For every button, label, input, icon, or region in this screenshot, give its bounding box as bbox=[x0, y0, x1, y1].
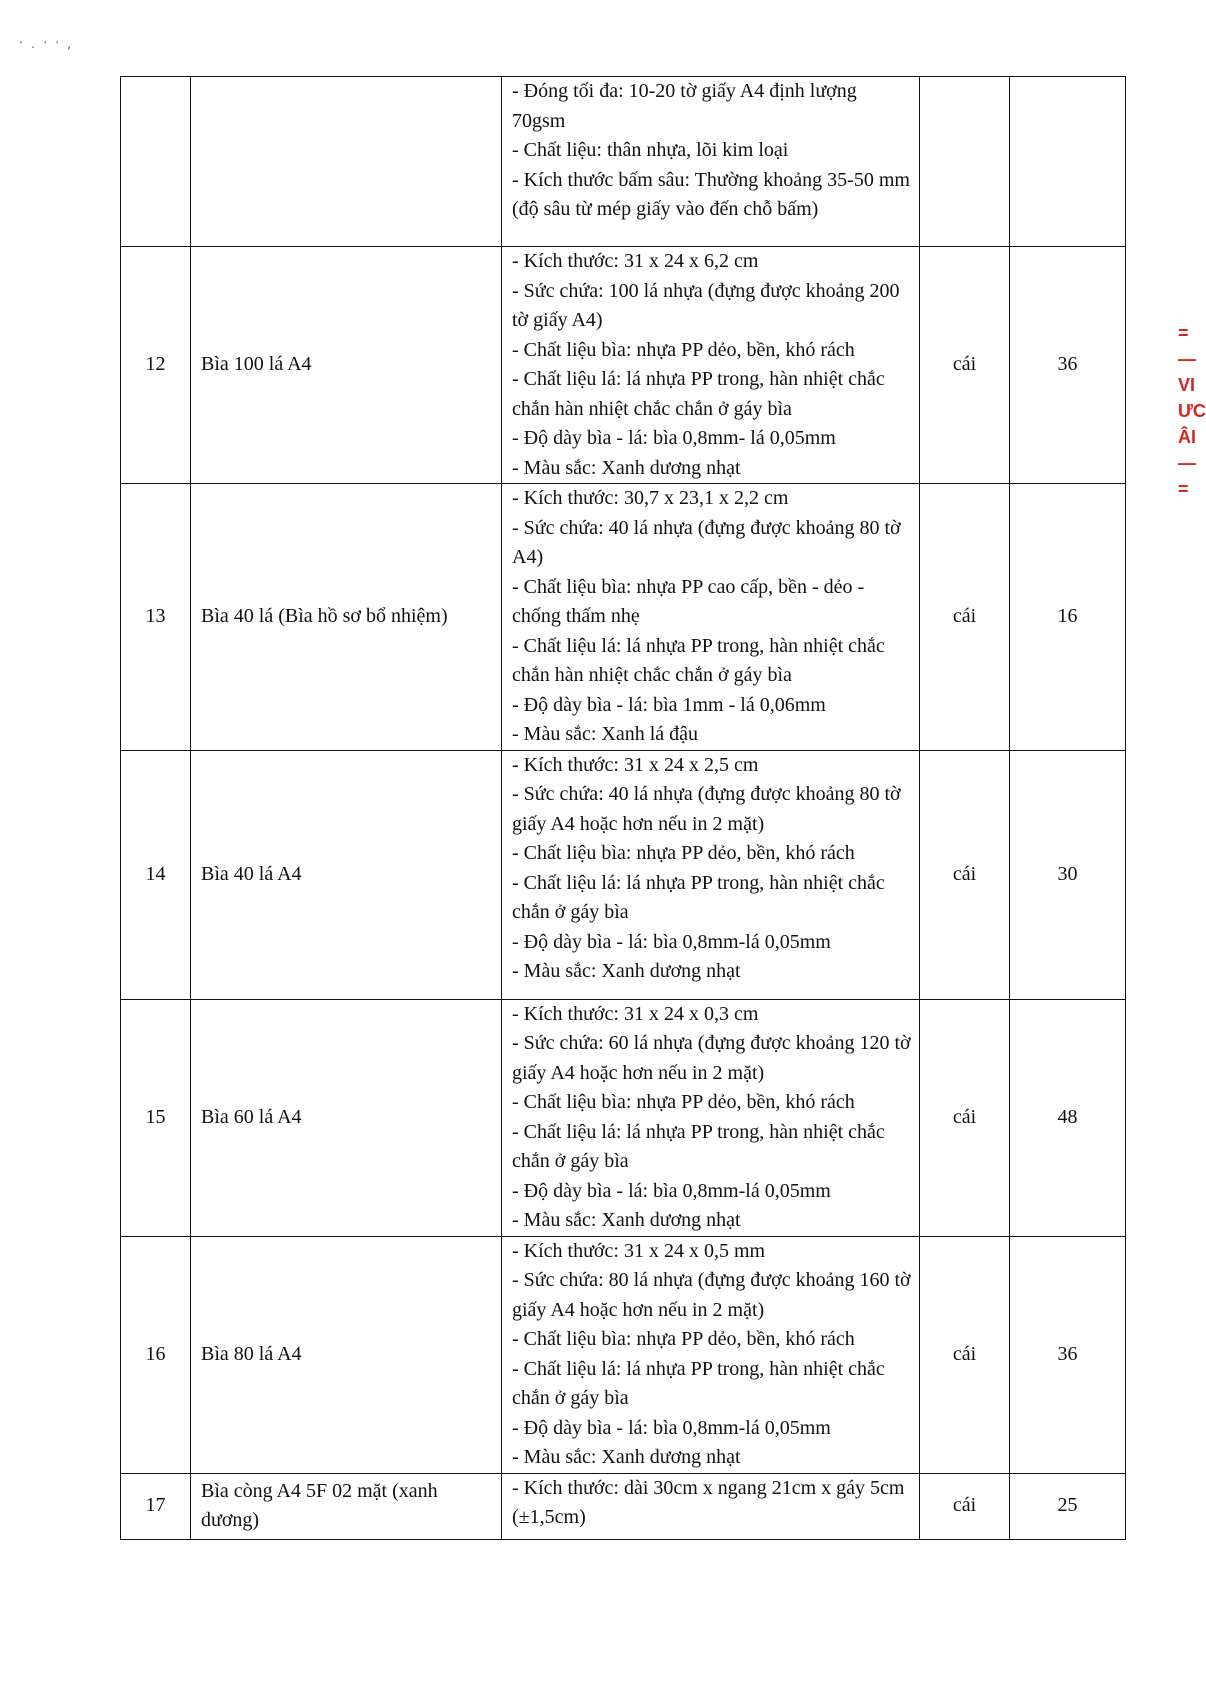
item-number: 15 bbox=[121, 999, 191, 1236]
spec-line: - Chất liệu bìa: nhựa PP dẻo, bền, khó rách bbox=[512, 1328, 855, 1350]
item-quantity bbox=[1010, 77, 1126, 247]
item-name: Bìa 80 lá A4 bbox=[191, 1236, 502, 1473]
item-unit: cái bbox=[920, 1236, 1010, 1473]
item-number: 17 bbox=[121, 1473, 191, 1539]
spec-line: - Kích thước: 31 x 24 x 0,5 mm bbox=[512, 1239, 766, 1262]
item-quantity: 36 bbox=[1010, 1236, 1126, 1473]
spec-line: - Chất liệu lá: lá nhựa PP trong, hàn nhiệt chắc chắn ở gáy bìa bbox=[512, 1357, 885, 1409]
item-unit: cái bbox=[920, 750, 1010, 999]
item-specification bbox=[502, 1473, 920, 1539]
item-specification bbox=[502, 750, 920, 999]
item-name bbox=[191, 77, 502, 247]
table-row bbox=[121, 1473, 1126, 1539]
item-number: 13 bbox=[121, 484, 191, 751]
spec-line: - Chất liệu bìa: nhựa PP cao cấp, bền - dẻo - chống thấm nhẹ bbox=[512, 575, 865, 627]
table-row bbox=[121, 750, 1126, 999]
stamp-text: VI bbox=[1178, 375, 1196, 395]
item-name: Bìa 40 lá (Bìa hồ sơ bổ nhiệm) bbox=[191, 484, 502, 751]
spec-line: - Màu sắc: Xanh dương nhạt bbox=[512, 1446, 741, 1468]
stamp-text: = bbox=[1178, 323, 1189, 343]
stamp-text: — bbox=[1178, 349, 1196, 369]
spec-line: - Kích thước: 31 x 24 x 2,5 cm bbox=[512, 753, 759, 776]
table-row bbox=[121, 999, 1126, 1236]
stamp-text: ÂI bbox=[1178, 427, 1196, 447]
table-body bbox=[121, 77, 1126, 1540]
spec-line: - Chất liệu lá: lá nhựa PP trong, hàn nhiệt chắc chắn hàn nhiệt chắc chắn ở gáy bìa bbox=[512, 368, 885, 420]
spec-line: - Màu sắc: Xanh dương nhạt bbox=[512, 960, 741, 982]
item-unit: cái bbox=[920, 484, 1010, 751]
stamp-text: ƯC bbox=[1178, 401, 1206, 421]
item-quantity: 16 bbox=[1010, 484, 1126, 751]
item-unit bbox=[920, 77, 1010, 247]
item-name: Bìa 100 lá A4 bbox=[191, 247, 502, 484]
scan-marks: ' . ' ' , bbox=[18, 40, 73, 51]
stamp-text: — bbox=[1178, 453, 1196, 473]
spec-line: - Sức chứa: 40 lá nhựa (đựng được khoảng 80 tờ A4) bbox=[512, 516, 901, 568]
spec-line: - Chất liệu bìa: nhựa PP dẻo, bền, khó rách bbox=[512, 842, 855, 864]
item-quantity: 48 bbox=[1010, 999, 1126, 1236]
spec-line: - Màu sắc: Xanh dương nhạt bbox=[512, 1209, 741, 1231]
table-row bbox=[121, 77, 1126, 247]
spec-line: - Độ dày bìa - lá: bìa 0,8mm-lá 0,05mm bbox=[512, 930, 831, 953]
spec-line: - Sức chứa: 100 lá nhựa (đựng được khoảng 200 tờ giấy A4) bbox=[512, 279, 900, 331]
item-unit: cái bbox=[920, 247, 1010, 484]
item-name: Bìa 60 lá A4 bbox=[191, 999, 502, 1236]
spec-line: - Độ dày bìa - lá: bìa 1mm - lá 0,06mm bbox=[512, 693, 826, 716]
spec-line: - Sức chứa: 60 lá nhựa (đựng được khoảng 120 tờ giấy A4 hoặc hơn nếu in 2 mặt) bbox=[512, 1032, 911, 1084]
spec-line: - Chất liệu lá: lá nhựa PP trong, hàn nhiệt chắc chắn ở gáy bìa bbox=[512, 1120, 885, 1172]
item-number: 16 bbox=[121, 1236, 191, 1473]
item-specification bbox=[502, 999, 920, 1236]
spec-line: - Màu sắc: Xanh dương nhạt bbox=[512, 456, 741, 479]
item-number: 12 bbox=[121, 247, 191, 484]
red-stamp-fragment bbox=[1178, 320, 1206, 530]
item-specification bbox=[502, 77, 920, 247]
item-number: 14 bbox=[121, 750, 191, 999]
spec-line: - Sức chứa: 80 lá nhựa (đựng được khoảng 160 tờ giấy A4 hoặc hơn nếu in 2 mặt) bbox=[512, 1269, 911, 1321]
spec-line: - Chất liệu bìa: nhựa PP dẻo, bền, khó rách bbox=[512, 338, 855, 361]
item-quantity: 25 bbox=[1010, 1473, 1126, 1539]
spec-line: - Kích thước: 30,7 x 23,1 x 2,2 cm bbox=[512, 487, 789, 509]
table-row bbox=[121, 247, 1126, 484]
item-name: Bìa 40 lá A4 bbox=[191, 750, 502, 999]
item-specification bbox=[502, 484, 920, 751]
item-specification bbox=[502, 247, 920, 484]
spec-line: - Đóng tối đa: 10-20 tờ giấy A4 định lượng 70gsm bbox=[512, 80, 857, 132]
spec-line: - Chất liệu bìa: nhựa PP dẻo, bền, khó rách bbox=[512, 1091, 855, 1113]
spec-line: - Chất liệu: thân nhựa, lõi kim loại bbox=[512, 139, 789, 161]
spec-line: - Độ dày bìa - lá: bìa 0,8mm-lá 0,05mm bbox=[512, 1416, 831, 1439]
item-unit: cái bbox=[920, 999, 1010, 1236]
spec-table bbox=[120, 76, 1126, 1540]
item-number bbox=[121, 77, 191, 247]
item-name: Bìa còng A4 5F 02 mặt (xanh dương) bbox=[191, 1473, 502, 1539]
table-row bbox=[121, 1236, 1126, 1473]
item-specification bbox=[502, 1236, 920, 1473]
table-row bbox=[121, 484, 1126, 751]
spec-line: - Kích thước: 31 x 24 x 6,2 cm bbox=[512, 250, 759, 272]
spec-line: - Chất liệu lá: lá nhựa PP trong, hàn nhiệt chắc chắn hàn nhiệt chắc chắn ở gáy bìa bbox=[512, 634, 885, 686]
stamp-text: = bbox=[1178, 479, 1189, 499]
item-unit: cái bbox=[920, 1473, 1010, 1539]
spec-line: - Kích thước: dài 30cm x ngang 21cm x gáy 5cm (±1,5cm) bbox=[512, 1476, 905, 1528]
item-quantity: 30 bbox=[1010, 750, 1126, 999]
spec-line: - Độ dày bìa - lá: bìa 0,8mm- lá 0,05mm bbox=[512, 427, 836, 449]
spec-line: - Chất liệu lá: lá nhựa PP trong, hàn nhiệt chắc chắn ở gáy bìa bbox=[512, 871, 885, 923]
spec-line: - Sức chứa: 40 lá nhựa (đựng được khoảng 80 tờ giấy A4 hoặc hơn nếu in 2 mặt) bbox=[512, 783, 901, 835]
spec-line: - Kích thước bấm sâu: Thường khoảng 35-50 mm (độ sâu từ mép giấy vào đến chỗ bấm) bbox=[512, 168, 910, 220]
spec-line: - Kích thước: 31 x 24 x 0,3 cm bbox=[512, 1002, 759, 1025]
spec-line: - Độ dày bìa - lá: bìa 0,8mm-lá 0,05mm bbox=[512, 1179, 831, 1202]
spec-line: - Màu sắc: Xanh lá đậu bbox=[512, 723, 699, 745]
item-quantity: 36 bbox=[1010, 247, 1126, 484]
